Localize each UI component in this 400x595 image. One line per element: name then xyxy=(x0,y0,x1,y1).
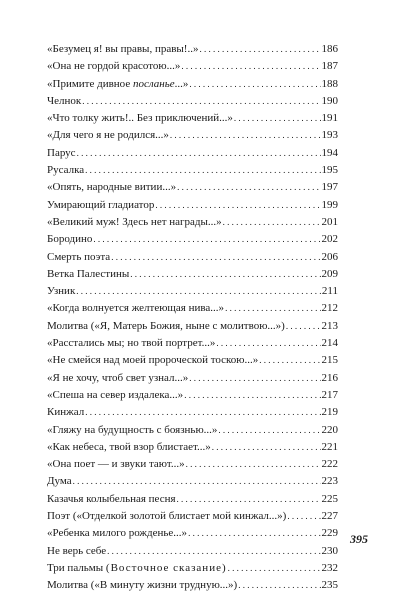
toc-leader xyxy=(186,456,321,473)
toc-entry xyxy=(47,110,338,127)
toc-leader xyxy=(85,404,320,421)
toc-page: 201 xyxy=(321,215,338,228)
toc-leader xyxy=(111,249,320,266)
toc-title-part: Три пальмы xyxy=(47,561,106,574)
toc-title: «Опять, народные витии...» xyxy=(47,181,177,194)
toc-leader xyxy=(177,491,321,508)
toc-leader xyxy=(189,76,320,93)
toc-page: 197 xyxy=(321,181,338,194)
toc-entry xyxy=(47,214,338,231)
toc-leader xyxy=(184,387,320,404)
toc-page: 225 xyxy=(321,492,338,505)
toc-page: 230 xyxy=(321,544,338,557)
toc-entry xyxy=(47,145,338,162)
toc-title: Молитва («В минуту жизни трудную...») xyxy=(47,579,238,592)
toc-entry xyxy=(47,162,338,179)
toc-page: 212 xyxy=(321,302,338,315)
toc-title: «Великий муж! Здесь нет награды...» xyxy=(47,215,222,228)
toc-page: 194 xyxy=(321,146,338,159)
toc-page: 219 xyxy=(321,406,338,419)
toc-entry xyxy=(47,439,338,456)
toc-leader xyxy=(170,127,321,144)
toc-leader xyxy=(155,197,320,214)
toc-page: 214 xyxy=(321,337,338,350)
toc-leader xyxy=(216,335,320,352)
toc-page: 215 xyxy=(321,354,338,367)
toc-title-part: «Примите дивное xyxy=(47,77,133,90)
toc-title xyxy=(47,76,188,93)
toc-leader xyxy=(286,318,321,335)
toc-title: «Безумец я! вы правы, правы!..» xyxy=(47,43,199,55)
toc-entry xyxy=(47,249,338,266)
toc-leader xyxy=(82,93,320,110)
toc-title-part: ...» xyxy=(174,77,189,90)
toc-page: 188 xyxy=(321,77,338,90)
toc-entry xyxy=(47,231,338,248)
toc-entry xyxy=(47,525,338,542)
toc-page: 190 xyxy=(321,94,338,107)
toc-entry xyxy=(47,127,338,144)
toc-title: «Ребенка милого рожденье...» xyxy=(47,527,188,540)
toc-entry xyxy=(47,300,338,317)
toc-title: «Спеша на север издалека...» xyxy=(47,388,184,401)
toc-title: Смерть поэта xyxy=(47,250,111,263)
toc-entry xyxy=(47,58,338,75)
toc-entry xyxy=(47,318,338,335)
toc-leader xyxy=(212,439,321,456)
toc-title: Дума xyxy=(47,475,72,488)
toc-title: «Она поет — и звуки тают...» xyxy=(47,458,185,471)
toc-leader xyxy=(181,58,320,75)
toc-leader xyxy=(130,266,320,283)
toc-entry xyxy=(47,491,338,508)
toc-title: Молитва («Я, Матерь Божия, ныне с молитвою...») xyxy=(47,319,285,332)
toc-entry xyxy=(47,352,338,369)
toc-page: 211 xyxy=(321,285,338,298)
toc-page: 223 xyxy=(321,475,338,488)
toc-title: Ветка Палестины xyxy=(47,267,130,280)
toc-title: «Для чего я не родился...» xyxy=(47,129,169,142)
toc-leader xyxy=(188,525,320,542)
toc-leader xyxy=(225,300,320,317)
toc-title: «Расстались мы; но твой портрет...» xyxy=(47,337,216,350)
toc-page: 227 xyxy=(321,510,338,523)
toc-entry xyxy=(47,283,338,300)
toc-page: 222 xyxy=(321,458,338,471)
toc-title: Поэт («Отделкой золотой блистает мой кинжал...») xyxy=(47,510,287,523)
toc-page: 221 xyxy=(321,440,338,453)
toc-leader xyxy=(259,352,320,369)
toc-page: 199 xyxy=(321,198,338,211)
toc-leader xyxy=(228,560,321,577)
toc-title: Русалка xyxy=(47,164,85,177)
toc-entry xyxy=(47,370,338,387)
toc-page: 220 xyxy=(321,423,338,436)
toc-title: Бородино xyxy=(47,233,93,246)
toc-entry xyxy=(47,422,338,439)
toc-title: Кинжал xyxy=(47,406,85,419)
toc-page: 229 xyxy=(321,527,338,540)
toc-entry xyxy=(47,76,338,93)
toc-page: 209 xyxy=(321,267,338,280)
toc-title: Умирающий гладиатор xyxy=(47,198,155,211)
toc-leader xyxy=(177,179,320,196)
table-of-contents xyxy=(47,41,338,595)
toc-page: 191 xyxy=(321,112,338,125)
toc-entry xyxy=(47,266,338,283)
toc-entry xyxy=(47,577,338,594)
toc-title: Парус xyxy=(47,146,76,159)
toc-page: 206 xyxy=(321,250,338,263)
toc-entry xyxy=(47,179,338,196)
toc-title-spaced: (Восточное сказание) xyxy=(105,561,227,574)
toc-title: Казачья колыбельная песня xyxy=(47,492,176,505)
toc-title-italic: посланье xyxy=(132,77,175,90)
toc-entry xyxy=(47,543,338,560)
toc-title: «Я не хочу, чтоб свет узнал...» xyxy=(47,371,189,384)
toc-leader xyxy=(76,283,321,300)
toc-leader xyxy=(85,162,320,179)
toc-page: 187 xyxy=(321,60,338,73)
toc-title: Челнок xyxy=(47,94,82,107)
toc-leader xyxy=(189,370,320,387)
toc-title: «Как небеса, твой взор блистает...» xyxy=(47,440,211,453)
toc-leader xyxy=(287,508,320,525)
toc-page: 232 xyxy=(321,561,338,574)
toc-leader xyxy=(77,145,321,162)
toc-page: 213 xyxy=(321,319,338,332)
toc-leader xyxy=(234,110,321,127)
toc-entry xyxy=(47,197,338,214)
toc-leader xyxy=(93,231,320,248)
toc-entry xyxy=(47,456,338,473)
toc-leader xyxy=(223,214,321,231)
page-number: 395 xyxy=(350,532,368,546)
toc-title: «Когда волнуется желтеющая нива...» xyxy=(47,302,225,315)
toc-title: «Не смейся над моей пророческой тоскою...» xyxy=(47,354,259,367)
toc-title: Узник xyxy=(47,285,76,298)
toc-entry xyxy=(47,560,338,577)
toc-leader xyxy=(238,577,320,594)
toc-entry xyxy=(47,387,338,404)
toc-entry xyxy=(47,404,338,421)
toc-leader xyxy=(107,543,320,560)
toc-entry xyxy=(47,473,338,490)
toc-entry xyxy=(47,335,338,352)
toc-leader xyxy=(218,422,320,439)
toc-page: 235 xyxy=(321,579,338,592)
toc-leader xyxy=(199,41,320,58)
toc-title: «Она не гордой красотою...» xyxy=(47,60,181,73)
toc-title: «Что толку жить!.. Без приключений...» xyxy=(47,112,233,125)
toc-page: 193 xyxy=(321,129,338,142)
toc-page: 217 xyxy=(321,388,338,401)
toc-entry xyxy=(47,41,338,58)
toc-page: 216 xyxy=(321,371,338,384)
toc-page: 195 xyxy=(321,164,338,177)
toc-page: 202 xyxy=(321,233,338,246)
toc-title: «Гляжу на будущность с боязнью...» xyxy=(47,423,218,436)
toc-entry xyxy=(47,93,338,110)
toc-page: 186 xyxy=(321,43,338,55)
toc-title: Не верь себе xyxy=(47,544,107,557)
toc-leader xyxy=(73,473,321,490)
toc-title xyxy=(47,560,227,577)
toc-entry xyxy=(47,508,338,525)
